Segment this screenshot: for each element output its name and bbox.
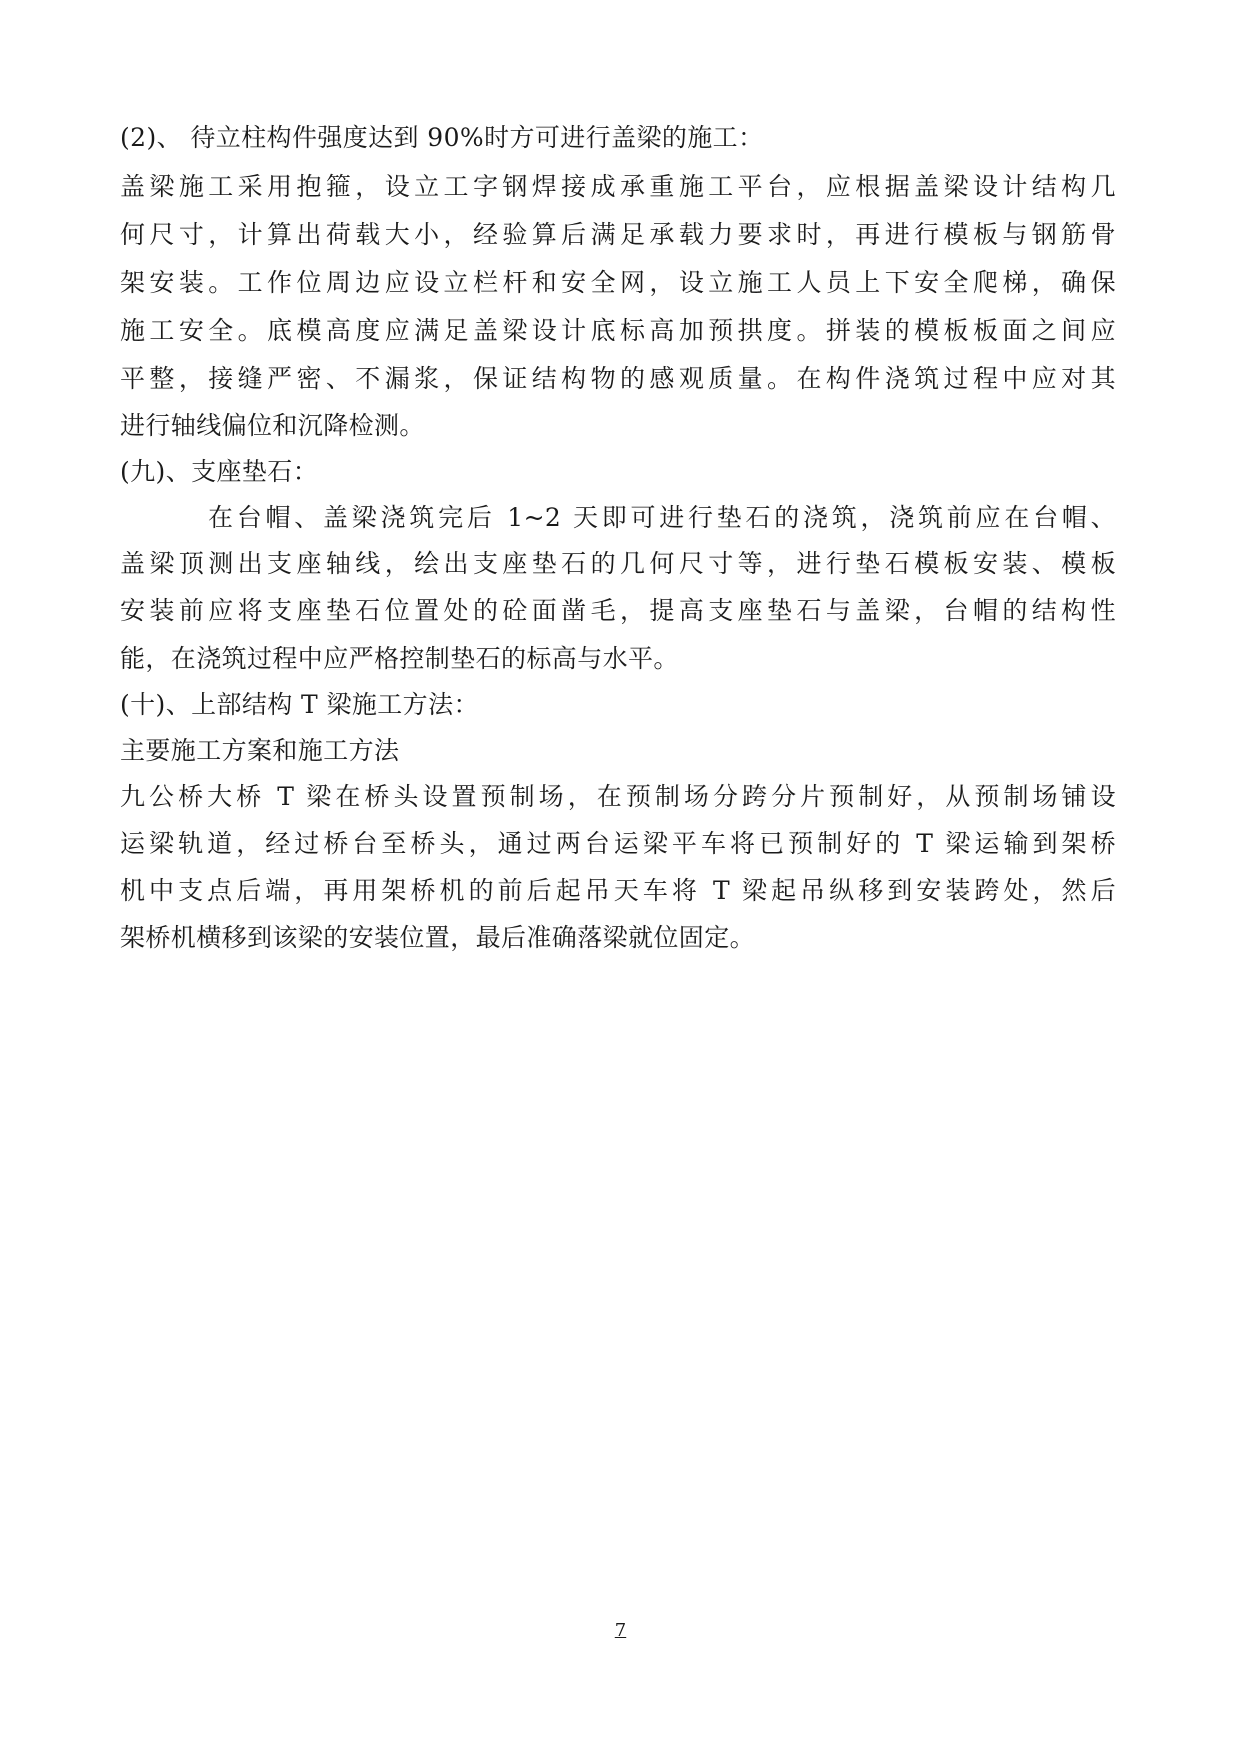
paragraph-line: 盖梁顶测出支座轴线，绘出支座垫石的几何尺寸等，进行垫石模板安装、模板	[120, 549, 1116, 578]
paragraph-line: 九公桥大桥 T 梁在桥头设置预制场，在预制场分跨分片预制好，从预制场铺设	[120, 782, 1116, 811]
section-9-heading: (九)、支座垫石：	[120, 457, 319, 486]
paragraph-line: 平整，接缝严密、不漏浆，保证结构物的感观质量。在构件浇筑过程中应对其	[120, 364, 1116, 393]
paragraph-line: 能，在浇筑过程中应严格控制垫石的标高与水平。	[120, 644, 679, 673]
section-10-heading: (十)、上部结构 T 梁施工方法：	[120, 690, 479, 719]
paragraph-line: 架桥机横移到该梁的安装位置，最后准确落梁就位固定。	[120, 923, 756, 952]
item-2-heading: (2)、 待立柱构件强度达到 90%时方可进行盖梁的施工：	[120, 123, 764, 152]
paragraph-line: 架安装。工作位周边应设立栏杆和安全网，设立施工人员上下安全爬梯，确保	[120, 268, 1116, 297]
paragraph-line: 何尺寸，计算出荷载大小，经验算后满足承载力要求时，再进行模板与钢筋骨	[120, 220, 1116, 249]
paragraph-line: 进行轴线偏位和沉降检测。	[120, 411, 425, 440]
paragraph-line: 运梁轨道，经过桥台至桥头，通过两台运梁平车将已预制好的 T 梁运输到架桥	[120, 829, 1116, 858]
section-10-subheading: 主要施工方案和施工方法	[120, 736, 400, 765]
page-number: 7	[614, 1620, 627, 1641]
paragraph-line: 盖梁施工采用抱箍，设立工字钢焊接成承重施工平台，应根据盖梁设计结构几	[120, 172, 1116, 201]
paragraph-line: 安装前应将支座垫石位置处的砼面凿毛，提高支座垫石与盖梁，台帽的结构性	[120, 596, 1116, 625]
paragraph-line: 在台帽、盖梁浇筑完后 1~2 天即可进行垫石的浇筑，浇筑前应在台帽、	[208, 503, 1116, 532]
paragraph-line: 施工安全。底模高度应满足盖梁设计底标高加预拱度。拼装的模板板面之间应	[120, 316, 1116, 345]
paragraph-line: 机中支点后端，再用架桥机的前后起吊天车将 T 梁起吊纵移到安装跨处，然后	[120, 876, 1116, 905]
